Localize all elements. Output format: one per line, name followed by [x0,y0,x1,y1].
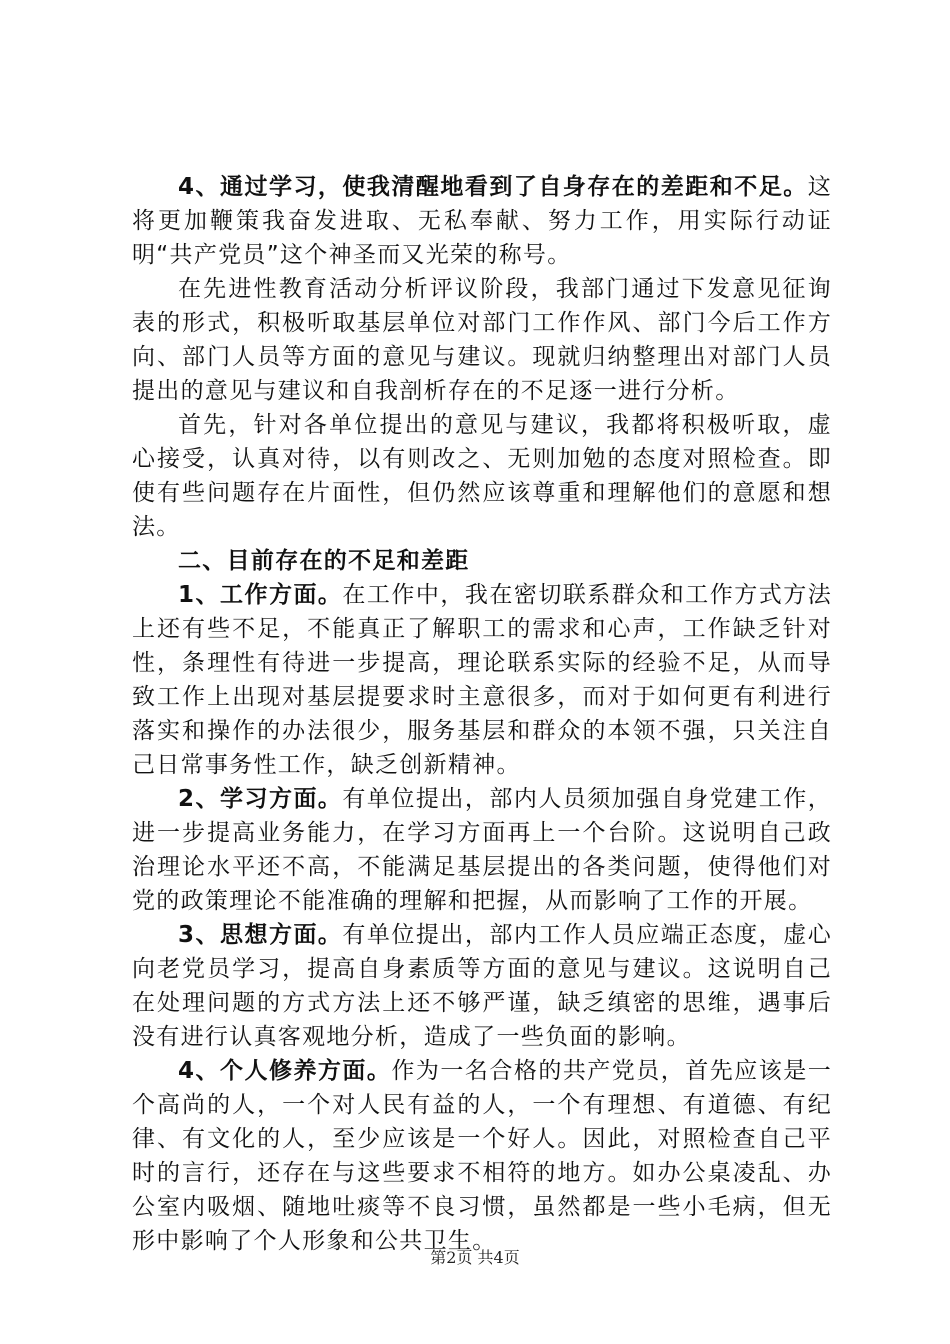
paragraph-3-text: 首先，针对各单位提出的意见与建议，我都将积极听取，虚心接受，认真对待，以有则改之、无则加勉的态度对照检查。即使有些问题存在片面性，但仍然应该尊重和理解他们的意愿和想法。 [132,412,832,540]
paragraph-2-text: 在先进性教育活动分析评议阶段，我部门通过下发意见征询表的形式，积极听取基层单位对部门工作作风、部门今后工作方向、部门人员等方面的意见与建议。现就归纳整理出对部门人员提出的意见与建议和自我剖析存在的不足逐一进行分析。 [132,276,832,404]
section-heading-text: 二、目前存在的不足和差距 [178,548,470,574]
paragraph-work-lead: 1、工作方面。 [178,582,343,608]
paragraph-1-text: 这将更加鞭策我奋发进取、无私奉献、努力工作，用实际行动证明“共产党员”这个神圣而又光荣的称号。 [132,174,832,268]
paragraph-cultivation-text: 作为一名合格的共产党员，首先应该是一个高尚的人，一个对人民有益的人，一个有理想、有道德、有纪律、有文化的人，至少应该是一个好人。因此，对照检查自己平时的言行，还存在与这些要求不相符的地方。如办公桌凌乱、办公室内吸烟、随地吐痰等不良习惯，虽然都是一些小毛病，但无形中影响了个人形象和公共卫生。 [132,1058,832,1254]
paragraph-1 [132,170,832,272]
paragraph-2 [132,272,832,408]
paragraph-study [132,782,832,918]
document-body [132,170,832,1258]
paragraph-work-text: 在工作中，我在密切联系群众和工作方式方法上还有些不足，不能真正了解职工的需求和心声，工作缺乏针对性，条理性有待进一步提高，理论联系实际的经验不足，从而导致工作上出现对基层提要求时主意很多，而对于如何更有利进行落实和操作的办法很少，服务基层和群众的本领不强，只关注自己日常事务性工作，缺乏创新精神。 [132,582,832,778]
paragraph-study-lead: 2、学习方面。 [178,786,343,812]
paragraph-thought-lead: 3、思想方面。 [178,922,343,948]
paragraph-study-text: 有单位提出，部内人员须加强自身党建工作，进一步提高业务能力，在学习方面再上一个台阶。这说明自己政治理论水平还不高，不能满足基层提出的各类问题，使得他们对党的政策理论不能准确的理解和把握，从而影响了工作的开展。 [132,786,832,914]
paragraph-cultivation [132,1054,832,1258]
paragraph-thought-text: 有单位提出，部内工作人员应端正态度，虚心向老党员学习，提高自身素质等方面的意见与建议。这说明自己在处理问题的方式方法上还不够严谨，缺乏缜密的思维，遇事后没有进行认真客观地分析，造成了一些负面的影响。 [132,922,832,1050]
paragraph-thought [132,918,832,1054]
section-heading [132,544,832,578]
page-number-footer: 第2页 共4页 [430,1248,520,1267]
paragraph-1-lead: 4、通过学习，使我清醒地看到了自身存在的差距和不足。 [178,174,808,200]
paragraph-cultivation-lead: 4、个人修养方面。 [178,1058,392,1084]
paragraph-work [132,578,832,782]
paragraph-3 [132,408,832,544]
